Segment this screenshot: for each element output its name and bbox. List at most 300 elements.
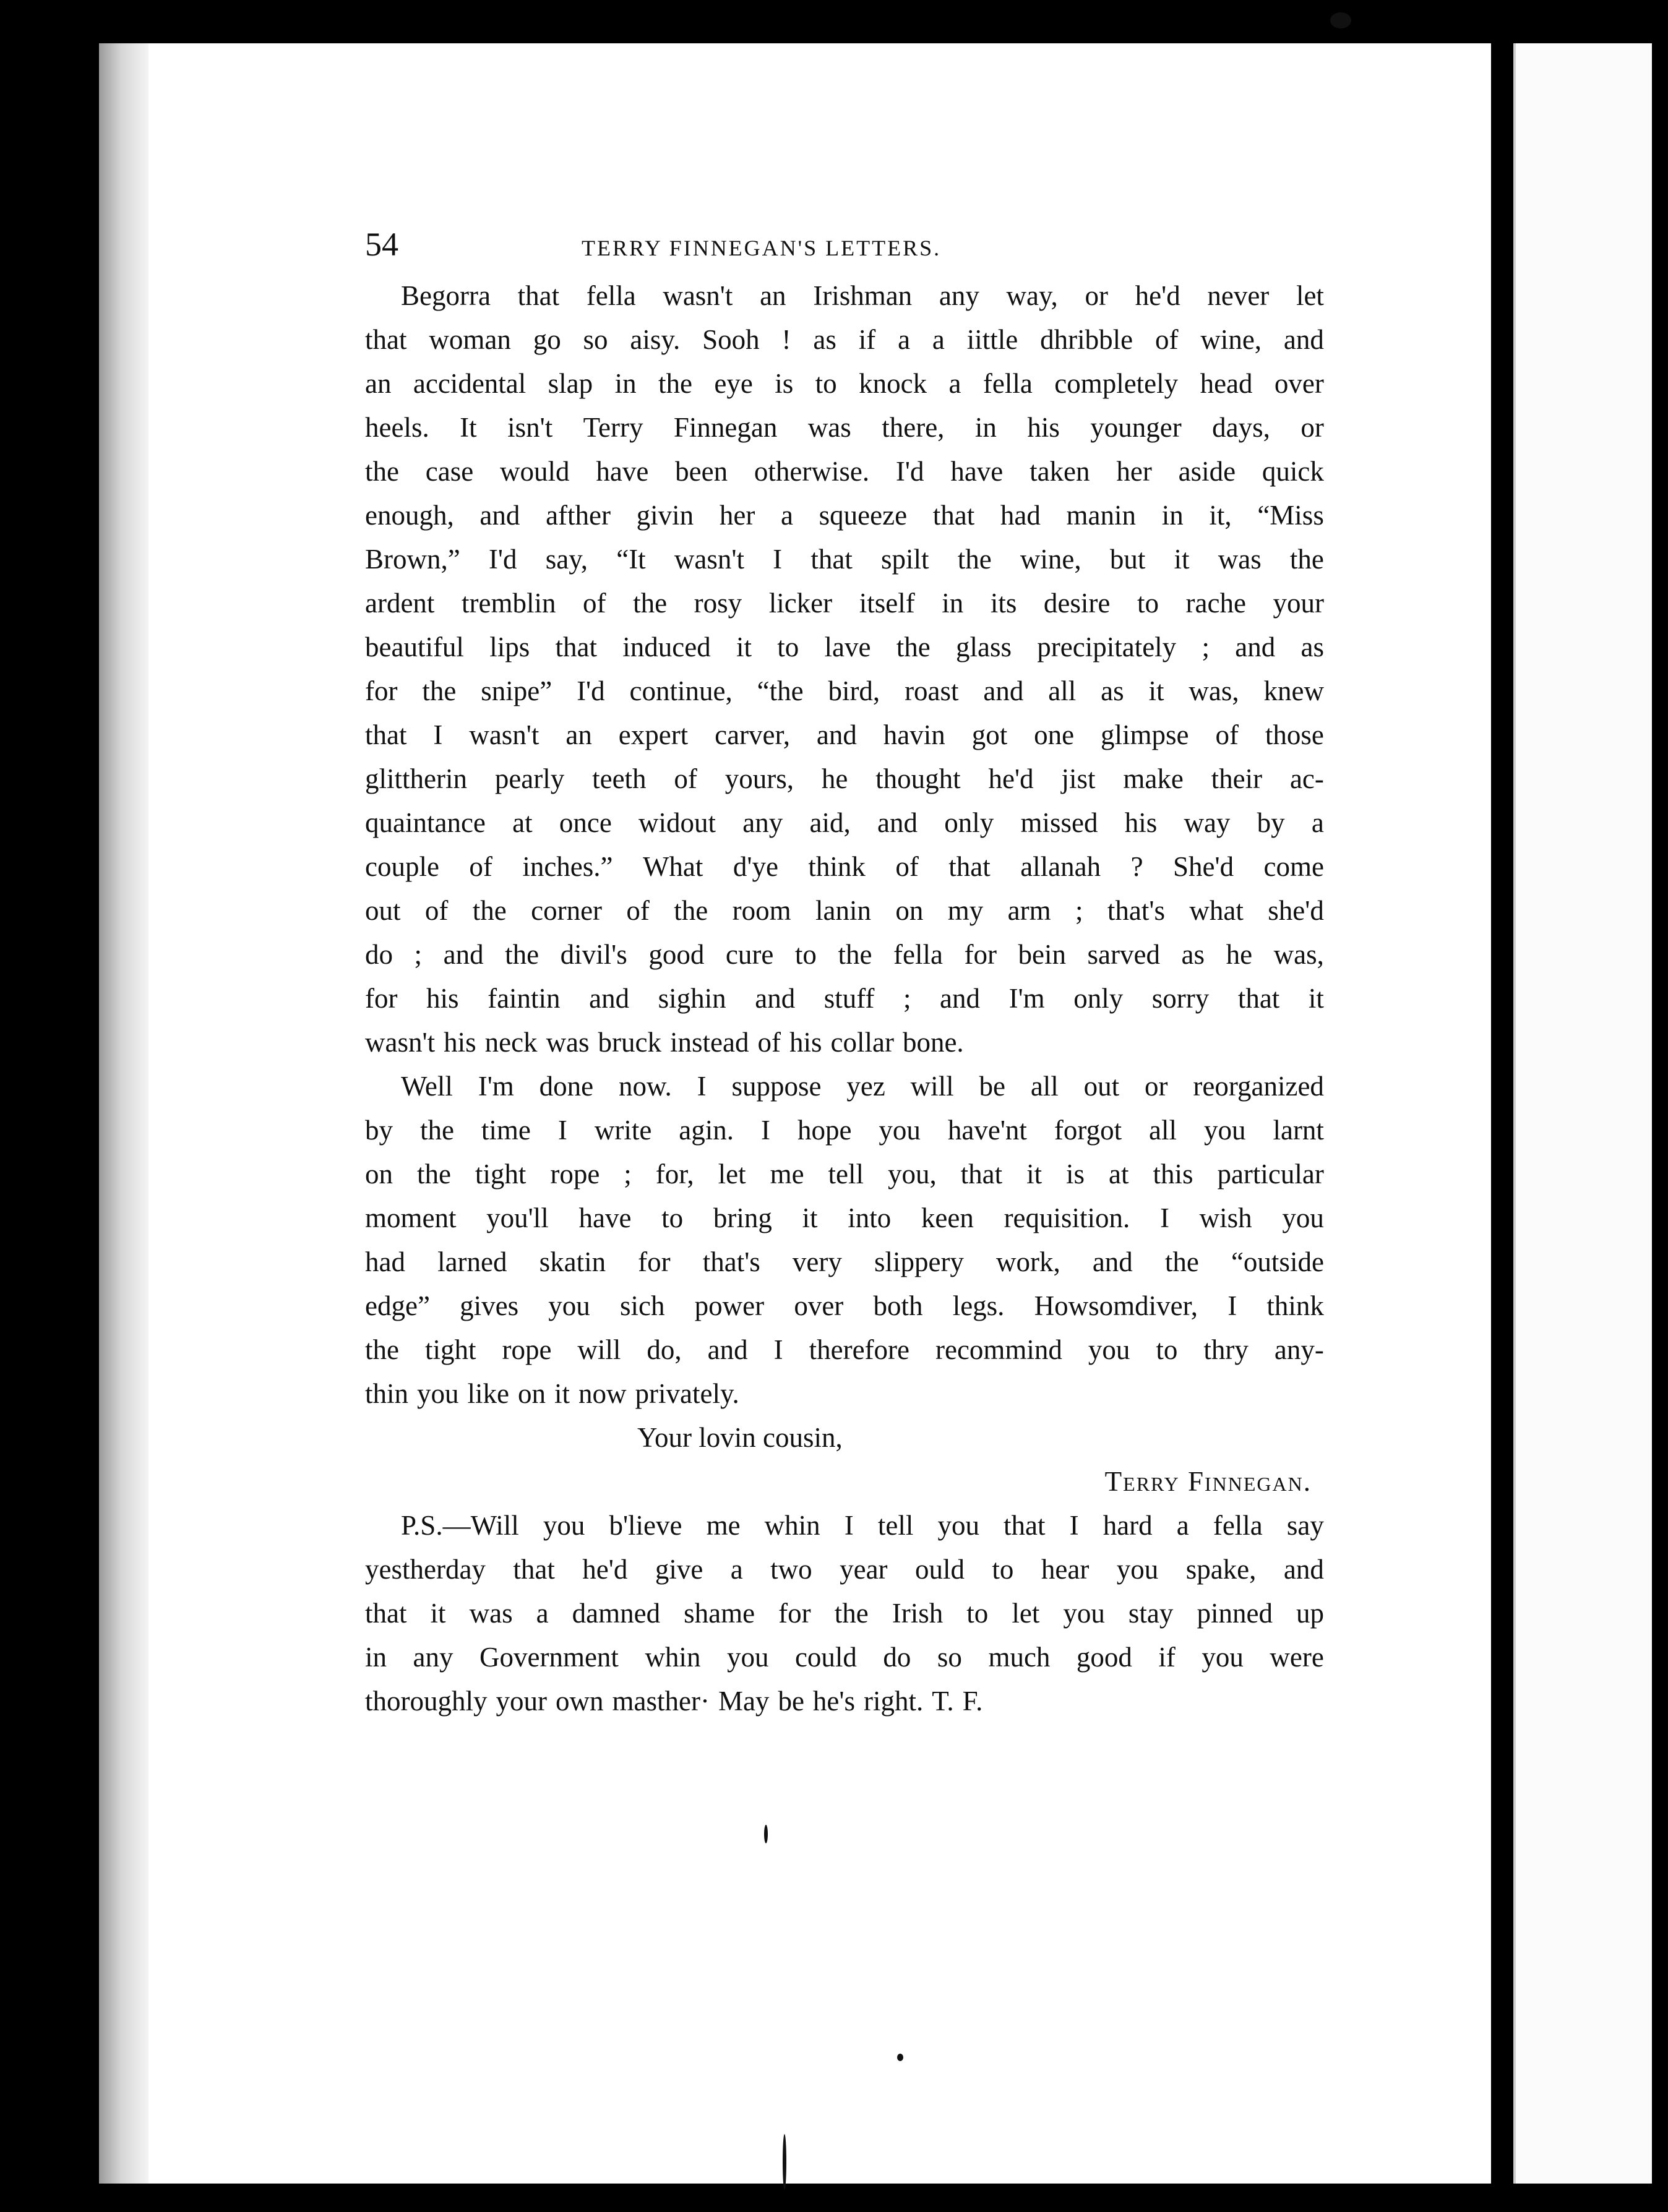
word: itself	[859, 588, 915, 619]
word: whin	[645, 1642, 701, 1673]
word: “outside	[1231, 1246, 1324, 1277]
word: shame	[684, 1598, 755, 1629]
word: yez	[846, 1071, 885, 1102]
word: in	[942, 588, 964, 619]
word: case	[425, 456, 474, 487]
word: the	[896, 632, 931, 662]
word: I	[1159, 1202, 1169, 1233]
word: think	[808, 851, 866, 882]
word: to	[777, 632, 799, 662]
word: recommind	[935, 1334, 1062, 1365]
word: damned	[572, 1598, 661, 1629]
word: fella	[586, 280, 636, 311]
word: you	[1202, 1642, 1244, 1673]
word: I'd	[488, 544, 517, 575]
text-line	[365, 977, 1324, 1021]
word: was	[469, 1598, 513, 1629]
word: teeth	[592, 763, 647, 794]
adjacent-page-edge	[1513, 43, 1652, 2184]
word: a	[898, 324, 911, 355]
word: couple	[365, 851, 439, 882]
word: me	[770, 1159, 804, 1190]
word: my	[947, 895, 984, 926]
word: that	[932, 500, 975, 531]
word: a	[536, 1598, 549, 1629]
word: have	[578, 1202, 632, 1233]
word: his	[426, 983, 459, 1014]
word: that	[365, 719, 407, 750]
word: Begorra	[401, 280, 491, 311]
word: so	[937, 1642, 962, 1673]
word: What	[642, 851, 703, 882]
word: rache	[1185, 588, 1246, 619]
word: of	[424, 895, 449, 926]
word: roast	[905, 675, 959, 706]
word: and	[443, 939, 484, 970]
word: it	[1308, 983, 1324, 1014]
word: that	[513, 1554, 555, 1585]
word: your	[1273, 588, 1324, 619]
word: he	[1226, 939, 1253, 970]
word: good	[1076, 1642, 1132, 1673]
word: b'lieve	[609, 1510, 682, 1541]
word: for	[778, 1598, 811, 1629]
text-line	[365, 450, 1324, 494]
word: spake,	[1185, 1554, 1257, 1585]
text-line	[365, 494, 1324, 538]
word: I	[1069, 1510, 1079, 1541]
word: completely	[1054, 368, 1179, 399]
word: ould	[914, 1554, 965, 1585]
word: givin	[636, 500, 694, 531]
word: wasn't	[365, 1027, 436, 1058]
word: to	[794, 939, 817, 970]
word: her	[719, 500, 755, 531]
word: if	[858, 324, 876, 355]
word: done	[539, 1071, 594, 1102]
word: Irish	[892, 1598, 944, 1629]
word: now	[578, 1378, 627, 1409]
word: ardent	[365, 588, 435, 619]
word: ;	[903, 983, 911, 1014]
word: manin	[1066, 500, 1137, 531]
word: he's	[812, 1686, 856, 1717]
word: right.	[864, 1686, 924, 1717]
word: enough,	[365, 500, 454, 531]
word: do	[883, 1642, 911, 1673]
word: only	[1073, 983, 1124, 1014]
word: It	[460, 412, 477, 443]
word: both	[873, 1290, 923, 1321]
word: that's	[702, 1246, 760, 1277]
word: the	[416, 1159, 451, 1190]
word: she'd	[1268, 895, 1324, 926]
word: larned	[437, 1246, 507, 1277]
word: sich	[619, 1290, 665, 1321]
word: the	[838, 939, 872, 970]
word: hear	[1041, 1554, 1090, 1585]
word: reorganized	[1193, 1071, 1324, 1102]
word: like	[467, 1378, 509, 1409]
word: I	[773, 544, 783, 575]
word: good	[648, 939, 705, 970]
word: I'm	[1008, 983, 1045, 1014]
word: fella	[982, 368, 1033, 399]
word: lips	[489, 632, 530, 662]
word: one	[1034, 719, 1075, 750]
word: “the	[757, 675, 804, 706]
word: for	[365, 675, 398, 706]
word: the	[834, 1598, 869, 1629]
word: “It	[616, 544, 646, 575]
word: “Miss	[1257, 500, 1324, 531]
word: tight	[475, 1159, 527, 1190]
word: T.	[932, 1686, 954, 1717]
text-line	[365, 362, 1324, 406]
page-header	[365, 223, 1324, 270]
text-line	[365, 1284, 1324, 1328]
scan-speck	[783, 2134, 786, 2190]
word: bone.	[902, 1027, 964, 1058]
word: masther·	[612, 1686, 710, 1717]
word: tight	[424, 1334, 476, 1365]
word: expert	[618, 719, 689, 750]
word: of	[583, 588, 606, 619]
word: there,	[882, 412, 945, 443]
word: this	[1153, 1159, 1193, 1190]
word: all	[1048, 675, 1077, 706]
page-binding-edge	[99, 43, 148, 2184]
word: rosy	[694, 588, 742, 619]
word: otherwise.	[754, 456, 870, 487]
word: to	[815, 368, 837, 399]
word: yours,	[724, 763, 794, 794]
word: desire	[1043, 588, 1111, 619]
word: edge”	[365, 1290, 430, 1321]
word: sighin	[658, 983, 726, 1014]
word: the	[365, 1334, 399, 1365]
word: head	[1200, 368, 1253, 399]
word: it	[736, 632, 752, 662]
word: that	[365, 1598, 407, 1629]
word: you	[726, 1642, 769, 1673]
text-line	[365, 757, 1324, 801]
word: hope	[797, 1115, 852, 1146]
text-line	[365, 581, 1324, 625]
word: knock	[859, 368, 927, 399]
word: beautiful	[365, 632, 464, 662]
word: I'd	[895, 456, 924, 487]
word: I	[844, 1510, 854, 1541]
word: wish	[1199, 1202, 1252, 1233]
word: very	[792, 1246, 842, 1277]
word: wine,	[1200, 324, 1262, 355]
word: was	[546, 1027, 590, 1058]
word: give	[655, 1554, 703, 1585]
word: you	[1282, 1202, 1324, 1233]
word: slap	[548, 368, 593, 399]
word: pearly	[494, 763, 565, 794]
word: he'd	[1135, 280, 1180, 311]
word: I'm	[478, 1071, 514, 1102]
word: up	[1296, 1598, 1324, 1629]
word: spilt	[881, 544, 929, 575]
word: whin	[764, 1510, 820, 1541]
word: its	[990, 588, 1017, 619]
word: squeeze	[819, 500, 908, 531]
word: instead	[670, 1027, 749, 1058]
word: bring	[713, 1202, 772, 1233]
word: out	[365, 895, 401, 926]
text-line	[365, 406, 1324, 450]
word: glimpse	[1101, 719, 1189, 750]
word: into	[848, 1202, 892, 1233]
word: stuff	[823, 983, 875, 1014]
word: that	[555, 632, 597, 662]
word: you	[937, 1510, 979, 1541]
word: to	[1156, 1334, 1178, 1365]
word: got	[971, 719, 1008, 750]
word: at	[1109, 1159, 1129, 1190]
word: sarved	[1087, 939, 1160, 970]
word: rope	[550, 1159, 600, 1190]
word: Irishman	[813, 280, 913, 311]
word: missed	[1020, 807, 1098, 838]
word: widout	[638, 807, 716, 838]
word: of	[1215, 719, 1239, 750]
word: you'll	[486, 1202, 549, 1233]
page-number: 54	[365, 226, 398, 263]
word: eye	[714, 368, 753, 399]
word: woman	[429, 324, 511, 355]
word: allanah	[1020, 851, 1101, 882]
text-line	[365, 1196, 1324, 1240]
word: a	[1176, 1510, 1189, 1541]
text-line	[365, 1021, 1324, 1065]
word: the	[419, 1115, 454, 1146]
word: Finnegan	[673, 412, 778, 443]
word: in	[365, 1642, 387, 1673]
text-line	[365, 1152, 1324, 1196]
word: you,	[887, 1159, 937, 1190]
word: you	[548, 1290, 590, 1321]
word: dhribble	[1040, 324, 1133, 355]
word: tell	[877, 1510, 914, 1541]
word: cure	[725, 939, 774, 970]
word: glass	[956, 632, 1012, 662]
word: that	[948, 851, 991, 882]
word: all	[1030, 1071, 1059, 1102]
word: havin	[883, 719, 945, 750]
word: at	[512, 807, 533, 838]
word: lanin	[815, 895, 872, 926]
word: Brown,”	[365, 544, 460, 575]
text-line	[365, 625, 1324, 669]
word: She'd	[1172, 851, 1234, 882]
word: any	[742, 807, 783, 838]
word: and	[1092, 1246, 1133, 1277]
postscript	[365, 1504, 1324, 1723]
word: it,	[1209, 500, 1232, 531]
text-line	[365, 933, 1324, 977]
word: Sooh	[702, 324, 760, 355]
scan-border	[1491, 37, 1513, 2202]
word: it	[554, 1378, 570, 1409]
word: of	[895, 851, 919, 882]
word: d'ye	[733, 851, 778, 882]
word: precipitately	[1037, 632, 1177, 662]
word: much	[988, 1642, 1051, 1673]
text-line	[365, 713, 1324, 757]
word: wasn't	[674, 544, 744, 575]
word: have	[596, 456, 649, 487]
word: his	[789, 1027, 822, 1058]
word: hard	[1103, 1510, 1153, 1541]
word: go	[533, 324, 561, 355]
word: I	[773, 1334, 783, 1365]
word: quick	[1262, 456, 1324, 487]
word: he	[821, 763, 848, 794]
word: larnt	[1273, 1115, 1324, 1146]
word: two	[770, 1554, 812, 1585]
word: he'd	[582, 1554, 628, 1585]
word: and	[755, 983, 796, 1014]
word: or	[1300, 412, 1324, 443]
word: or	[1145, 1071, 1168, 1102]
word: way	[1184, 807, 1231, 838]
page-text	[365, 223, 1324, 1723]
word: and	[983, 675, 1024, 706]
word: had	[1000, 500, 1041, 531]
word: you	[417, 1378, 459, 1409]
word: it	[802, 1202, 818, 1233]
word: jist	[1061, 763, 1096, 794]
word: days,	[1212, 412, 1270, 443]
word: the	[1289, 544, 1324, 575]
word: and	[940, 983, 981, 1014]
text-line	[365, 1108, 1324, 1152]
word: Government	[479, 1642, 619, 1673]
word: ac-	[1289, 763, 1324, 794]
word: thin	[365, 1378, 409, 1409]
word: power	[694, 1290, 765, 1321]
paragraph-2	[365, 1065, 1324, 1416]
word: I'd	[577, 675, 605, 706]
word: ;	[624, 1159, 632, 1190]
word: neck	[484, 1027, 538, 1058]
paragraph-1	[365, 274, 1324, 1065]
text-line	[365, 1240, 1324, 1284]
word: requisition.	[1004, 1202, 1130, 1233]
word: the	[365, 456, 399, 487]
word: divil's	[560, 939, 627, 970]
word: it	[1148, 675, 1164, 706]
word: in	[974, 412, 997, 443]
word: out	[1083, 1071, 1120, 1102]
word: make	[1123, 763, 1184, 794]
word: all	[1149, 1115, 1177, 1146]
word: on	[895, 895, 924, 926]
word: carver,	[715, 719, 790, 750]
word: moment	[365, 1202, 457, 1233]
word: aid,	[809, 807, 851, 838]
word: will	[910, 1071, 954, 1102]
word: he'd	[988, 763, 1034, 794]
word: taken	[1030, 456, 1090, 487]
word: continue,	[629, 675, 733, 706]
word: Howsomdiver,	[1034, 1290, 1198, 1321]
word: aside	[1178, 456, 1236, 487]
word: arm	[1007, 895, 1051, 926]
word: wine,	[1020, 544, 1081, 575]
word: to	[966, 1598, 989, 1629]
word: was	[1218, 544, 1262, 575]
word: say,	[545, 544, 588, 575]
word: if	[1158, 1642, 1176, 1673]
word: over	[1274, 368, 1324, 399]
word: knew	[1263, 675, 1324, 706]
word: the	[658, 368, 692, 399]
word: let	[1296, 280, 1324, 311]
word: bein	[1018, 939, 1066, 970]
word: yestherday	[365, 1554, 486, 1585]
word: be	[979, 1071, 1005, 1102]
word: glittherin	[365, 763, 467, 794]
word: for	[638, 1246, 671, 1277]
word: way,	[1006, 280, 1058, 311]
word: keen	[921, 1202, 974, 1233]
word: by	[1257, 807, 1285, 838]
word: lave	[824, 632, 871, 662]
word: !	[781, 324, 791, 355]
word: sorry	[1151, 983, 1210, 1014]
word: snipe”	[481, 675, 552, 706]
text-line	[365, 889, 1324, 933]
word: that	[810, 544, 853, 575]
word: the	[422, 675, 457, 706]
word: is	[1066, 1159, 1085, 1190]
word: thry	[1203, 1334, 1249, 1365]
text-line	[365, 1635, 1324, 1679]
word: once	[559, 807, 612, 838]
word: his	[1124, 807, 1158, 838]
word: legs.	[952, 1290, 1005, 1321]
word: I	[433, 719, 443, 750]
text-line	[365, 1679, 1324, 1723]
word: I	[1227, 1290, 1237, 1321]
word: I	[557, 1115, 567, 1146]
word: let	[1012, 1598, 1040, 1629]
word: were	[1270, 1642, 1324, 1673]
word: your	[496, 1686, 547, 1717]
word: quaintance	[365, 807, 486, 838]
word: and	[877, 807, 918, 838]
word: what	[1189, 895, 1244, 926]
word: ?	[1130, 851, 1143, 882]
word: that	[365, 324, 407, 355]
text-line	[365, 318, 1324, 362]
word: Terry	[583, 412, 643, 443]
word: F.	[962, 1686, 983, 1717]
word: and	[589, 983, 630, 1014]
word: to	[661, 1202, 684, 1233]
word: by	[365, 1115, 393, 1146]
word: it	[1026, 1159, 1042, 1190]
word: and	[1235, 632, 1276, 662]
word: been	[675, 456, 728, 487]
running-head: TERRY FINNEGAN'S LETTERS.	[582, 236, 942, 260]
word: you	[543, 1510, 585, 1541]
